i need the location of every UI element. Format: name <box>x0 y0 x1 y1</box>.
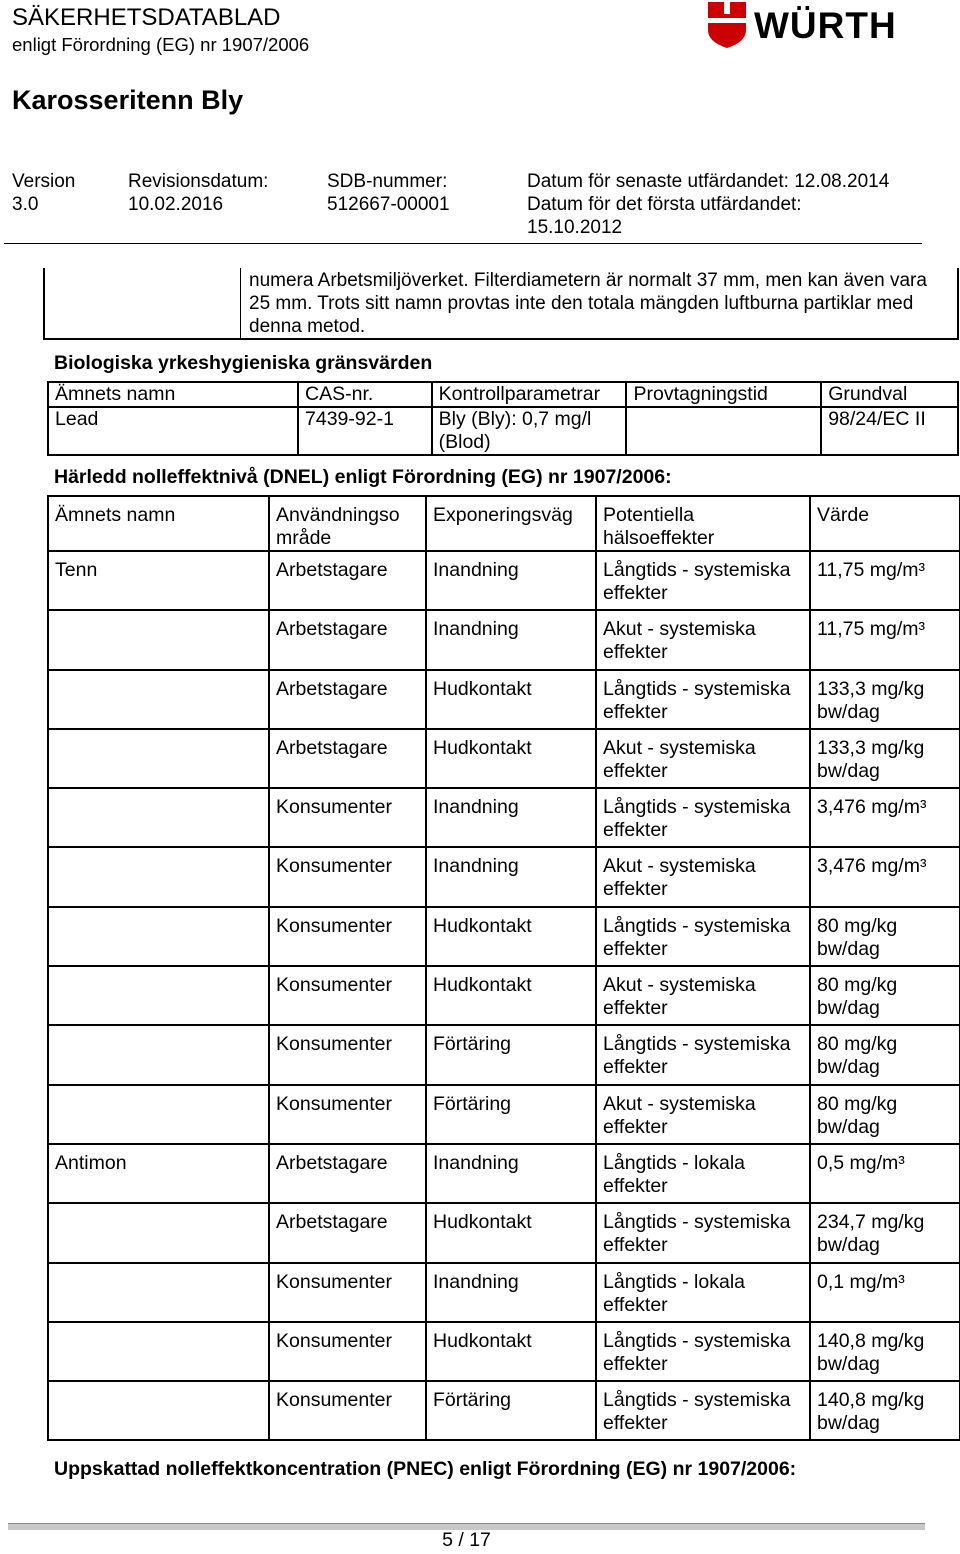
bio-cell-cas: 7439-92-1 <box>298 407 432 455</box>
dnel-cell-effects: Långtids - systemiska effekter <box>596 1203 810 1262</box>
dnel-header-row <box>48 496 960 551</box>
bio-col-cas: CAS-nr. <box>298 382 432 407</box>
dnel-cell-value: 133,3 mg/kg bw/dag <box>810 670 960 729</box>
regulation-subtitle: enligt Förordning (EG) nr 1907/2006 <box>12 34 310 55</box>
dnel-col-use: Användningso mråde <box>269 496 426 551</box>
table-row <box>48 1263 960 1322</box>
dnel-cell-substance <box>48 966 269 1025</box>
dnel-cell-exposure: Hudkontakt <box>426 729 596 788</box>
dnel-cell-value: 140,8 mg/kg bw/dag <box>810 1381 960 1440</box>
dnel-cell-effects: Akut - systemiska effekter <box>596 1085 810 1144</box>
first-issue-label: Datum för det första utfärdandet: <box>527 194 802 215</box>
dnel-cell-effects: Långtids - lokala effekter <box>596 1144 810 1203</box>
dnel-cell-substance <box>48 729 269 788</box>
dnel-cell-value: 80 mg/kg bw/dag <box>810 1085 960 1144</box>
dnel-cell-use: Konsumenter <box>269 1381 426 1440</box>
document-title: SÄKERHETSDATABLAD <box>12 4 281 31</box>
dnel-cell-exposure: Inandning <box>426 1263 596 1322</box>
dnel-cell-value: 133,3 mg/kg bw/dag <box>810 729 960 788</box>
dnel-cell-substance <box>48 670 269 729</box>
dnel-cell-exposure: Inandning <box>426 847 596 906</box>
dnel-cell-substance: Antimon <box>48 1144 269 1203</box>
table-row <box>48 1144 960 1203</box>
dnel-cell-value: 234,7 mg/kg bw/dag <box>810 1203 960 1262</box>
dnel-cell-value: 11,75 mg/m³ <box>810 551 960 610</box>
bio-cell-parameters: Bly (Bly): 0,7 mg/l (Blod) <box>432 407 627 455</box>
dnel-cell-effects: Akut - systemiska effekter <box>596 729 810 788</box>
table-row <box>48 551 960 610</box>
dnel-cell-substance <box>48 610 269 669</box>
dnel-cell-substance <box>48 847 269 906</box>
dnel-cell-value: 80 mg/kg bw/dag <box>810 907 960 966</box>
dnel-cell-value: 3,476 mg/m³ <box>810 847 960 906</box>
table-row <box>48 1025 960 1084</box>
table-row <box>48 1085 960 1144</box>
dnel-cell-effects: Långtids - lokala effekter <box>596 1263 810 1322</box>
dnel-cell-use: Konsumenter <box>269 1025 426 1084</box>
dnel-cell-value: 3,476 mg/m³ <box>810 788 960 847</box>
dnel-cell-value: 11,75 mg/m³ <box>810 610 960 669</box>
table-row <box>48 729 960 788</box>
sdb-value: 512667-00001 <box>327 194 450 215</box>
dnel-cell-value: 0,1 mg/m³ <box>810 1263 960 1322</box>
dnel-cell-substance <box>48 788 269 847</box>
dnel-col-substance: Ämnets namn <box>48 496 269 551</box>
bio-col-basis: Grundval <box>821 382 958 407</box>
dnel-cell-use: Arbetstagare <box>269 610 426 669</box>
page-number: 5 / 17 <box>442 1529 491 1551</box>
dnel-cell-exposure: Hudkontakt <box>426 966 596 1025</box>
table-row <box>48 966 960 1025</box>
bio-heading: Biologiska yrkeshygieniska gränsvärden <box>54 352 433 374</box>
dnel-cell-use: Konsumenter <box>269 907 426 966</box>
dnel-cell-exposure: Inandning <box>426 551 596 610</box>
dnel-cell-substance <box>48 1025 269 1084</box>
dnel-col-exposure: Exponeringsväg <box>426 496 596 551</box>
dnel-cell-substance <box>48 1203 269 1262</box>
dnel-cell-exposure: Förtäring <box>426 1025 596 1084</box>
dnel-cell-use: Arbetstagare <box>269 551 426 610</box>
revision-value: 10.02.2016 <box>128 194 224 215</box>
dnel-cell-use: Konsumenter <box>269 1263 426 1322</box>
logo-wordmark: WÜRTH <box>754 5 897 46</box>
last-issue-date: Datum för senaste utfärdandet: 12.08.2014 <box>527 171 890 192</box>
dnel-cell-use: Konsumenter <box>269 788 426 847</box>
bio-header-row <box>48 382 958 407</box>
table-row <box>48 1203 960 1262</box>
dnel-cell-effects: Långtids - systemiska effekter <box>596 1322 810 1381</box>
dnel-cell-effects: Akut - systemiska effekter <box>596 610 810 669</box>
table-row <box>48 788 960 847</box>
dnel-table <box>47 495 960 1441</box>
table-row <box>48 610 960 669</box>
dnel-cell-effects: Akut - systemiska effekter <box>596 966 810 1025</box>
dnel-cell-effects: Långtids - systemiska effekter <box>596 788 810 847</box>
dnel-cell-effects: Långtids - systemiska effekter <box>596 551 810 610</box>
dnel-cell-substance <box>48 1322 269 1381</box>
dnel-cell-substance: Tenn <box>48 551 269 610</box>
bio-cell-substance: Lead <box>48 407 298 455</box>
header-divider <box>4 243 922 244</box>
dnel-cell-effects: Långtids - systemiska effekter <box>596 907 810 966</box>
dnel-cell-use: Konsumenter <box>269 966 426 1025</box>
product-name: Karosseritenn Bly <box>12 85 244 115</box>
pnec-heading: Uppskattad nolleffektkoncentration (PNEC) enligt Förordning (EG) nr 1907/2006: <box>54 1458 797 1480</box>
dnel-cell-effects: Akut - systemiska effekter <box>596 847 810 906</box>
dnel-cell-effects: Långtids - systemiska effekter <box>596 1381 810 1440</box>
table-row <box>48 670 960 729</box>
sdb-label: SDB-nummer: <box>327 171 448 192</box>
dnel-cell-exposure: Inandning <box>426 788 596 847</box>
dnel-col-value: Värde <box>810 496 960 551</box>
version-label: Version <box>12 171 76 192</box>
continued-table-text: numera Arbetsmiljöverket. Filterdiametern är normalt 37 mm, men kan även vara 25 mm. Trots sitt namn provtas inte den totala mängden luftburna partiklar med denna metod. <box>249 270 927 337</box>
dnel-cell-exposure: Hudkontakt <box>426 670 596 729</box>
dnel-cell-use: Konsumenter <box>269 847 426 906</box>
dnel-cell-effects: Långtids - systemiska effekter <box>596 1025 810 1084</box>
dnel-cell-exposure: Hudkontakt <box>426 907 596 966</box>
table-row <box>48 407 958 455</box>
dnel-cell-exposure: Förtäring <box>426 1381 596 1440</box>
wurth-logo-mark-icon <box>708 2 746 48</box>
dnel-heading: Härledd nolleffektnivå (DNEL) enligt Förordning (EG) nr 1907/2006: <box>54 466 672 488</box>
bio-cell-basis: 98/24/EC II <box>821 407 958 455</box>
dnel-cell-use: Arbetstagare <box>269 670 426 729</box>
bio-col-parameters: Kontrollparametrar <box>432 382 627 407</box>
dnel-cell-exposure: Hudkontakt <box>426 1322 596 1381</box>
bio-col-substance: Ämnets namn <box>48 382 298 407</box>
table-row <box>48 1322 960 1381</box>
revision-label: Revisionsdatum: <box>128 171 269 192</box>
dnel-cell-substance <box>48 1381 269 1440</box>
wurth-logo <box>706 0 926 50</box>
dnel-cell-value: 0,5 mg/m³ <box>810 1144 960 1203</box>
version-value: 3.0 <box>12 194 39 215</box>
bio-col-sampling-time: Provtagningstid <box>626 382 821 407</box>
dnel-cell-use: Arbetstagare <box>269 729 426 788</box>
dnel-cell-use: Arbetstagare <box>269 1203 426 1262</box>
first-issue-value: 15.10.2012 <box>527 217 623 238</box>
bio-limits-table <box>47 381 959 456</box>
dnel-cell-exposure: Hudkontakt <box>426 1203 596 1262</box>
table-row <box>48 1381 960 1440</box>
dnel-cell-exposure: Inandning <box>426 610 596 669</box>
dnel-cell-use: Konsumenter <box>269 1085 426 1144</box>
dnel-cell-value: 80 mg/kg bw/dag <box>810 966 960 1025</box>
continued-table-column-divider <box>240 268 241 338</box>
dnel-cell-value: 80 mg/kg bw/dag <box>810 1025 960 1084</box>
dnel-cell-substance <box>48 1085 269 1144</box>
dnel-cell-substance <box>48 1263 269 1322</box>
dnel-cell-exposure: Inandning <box>426 1144 596 1203</box>
dnel-cell-effects: Långtids - systemiska effekter <box>596 670 810 729</box>
dnel-cell-substance <box>48 907 269 966</box>
dnel-cell-use: Arbetstagare <box>269 1144 426 1203</box>
table-row <box>48 847 960 906</box>
table-row <box>48 907 960 966</box>
bio-cell-sampling-time <box>626 407 821 455</box>
dnel-col-effects: Potentiella hälsoeffekter <box>596 496 810 551</box>
dnel-cell-value: 140,8 mg/kg bw/dag <box>810 1322 960 1381</box>
dnel-cell-exposure: Förtäring <box>426 1085 596 1144</box>
dnel-cell-use: Konsumenter <box>269 1322 426 1381</box>
